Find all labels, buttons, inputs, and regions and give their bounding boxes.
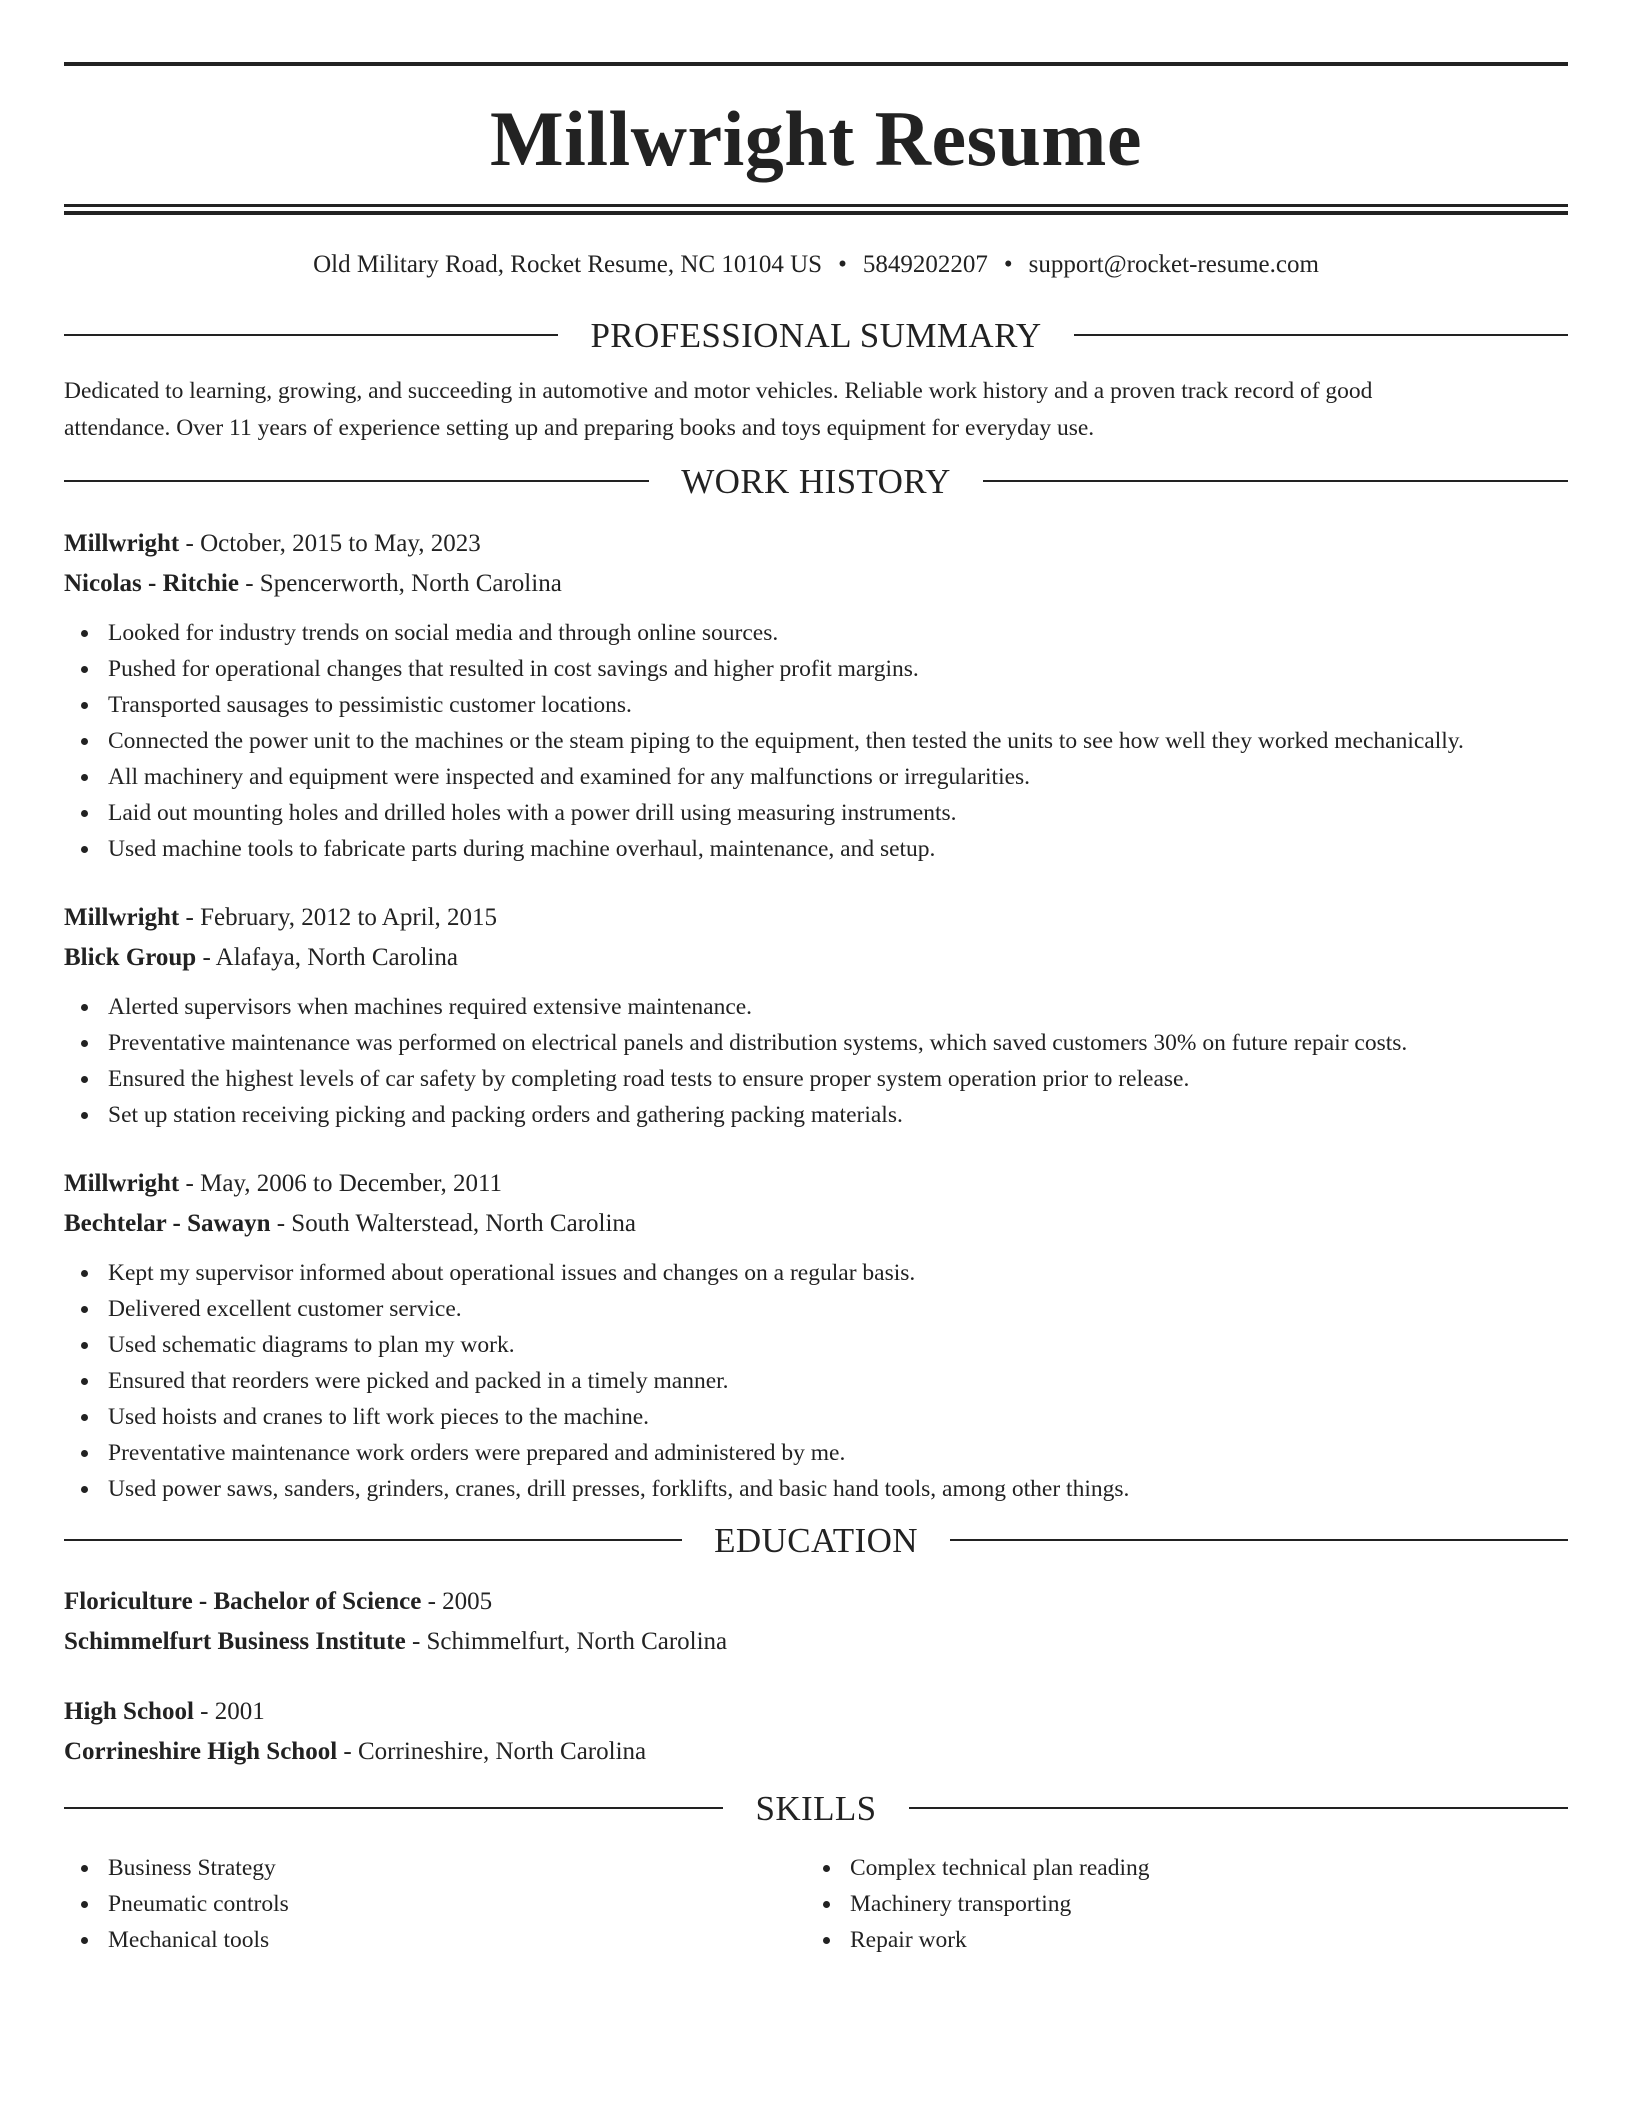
heading-rule (64, 334, 558, 336)
list-item: Laid out mounting holes and drilled holes with a power drill using measuring instruments. (64, 795, 1568, 831)
contact-phone: 5849202207 (862, 251, 988, 278)
job-title-line (64, 898, 1568, 938)
list-item: Ensured the highest levels of car safety by completing road tests to ensure proper system operation prior to release. (64, 1061, 1568, 1097)
heading-rule (983, 480, 1568, 482)
job-bullets (64, 1255, 1568, 1507)
job-company: Bechtelar - Sawayn (64, 1210, 271, 1237)
list-item: Used schematic diagrams to plan my work. (64, 1327, 1568, 1363)
education-degree: Floriculture - Bachelor of Science (64, 1588, 422, 1615)
education-entry (64, 1692, 1568, 1772)
top-rule (64, 62, 1568, 66)
job-title: Millwright (64, 530, 180, 557)
contact-address: Old Military Road, Rocket Resume, NC 10104 US (313, 251, 823, 278)
skills-heading (64, 1786, 1568, 1830)
list-item: Looked for industry trends on social media and through online sources. (64, 615, 1568, 651)
education-location: - Schimmelfurt, North Carolina (405, 1628, 728, 1655)
education-year: - 2005 (421, 1588, 493, 1615)
job-dates: - October, 2015 to May, 2023 (179, 530, 481, 557)
summary-heading-label: PROFESSIONAL SUMMARY (590, 315, 1042, 355)
education-heading-label: EDUCATION (714, 1520, 918, 1560)
work-history-heading-label: WORK HISTORY (681, 461, 951, 501)
list-item: Used machine tools to fabricate parts during machine overhaul, maintenance, and setup. (64, 831, 1568, 867)
contact-separator: • (1003, 251, 1013, 278)
list-item: Alerted supervisors when machines required extensive maintenance. (64, 989, 1568, 1025)
contact-line (64, 252, 1568, 277)
job-location: - Spencerworth, North Carolina (238, 570, 562, 597)
list-item: Used hoists and cranes to lift work pieces to the machine. (64, 1399, 1568, 1435)
job-location: - South Walterstead, North Carolina (270, 1210, 636, 1237)
list-item: Transported sausages to pessimistic customer locations. (64, 687, 1568, 723)
list-item: Connected the power unit to the machines or the steam piping to the equipment, then tested the units to see how well they worked mechanically. (64, 723, 1568, 759)
heading-rule (64, 1807, 723, 1809)
skills-list (64, 1850, 1568, 1958)
job-company-line (64, 1204, 1568, 1244)
list-item: Delivered excellent customer service. (64, 1291, 1568, 1327)
job-company: Blick Group (64, 944, 197, 971)
heading-rule (950, 1539, 1568, 1541)
job-company: Nicolas - Ritchie (64, 570, 239, 597)
skill-item: Mechanical tools (64, 1922, 806, 1958)
summary-text (64, 373, 1568, 447)
job-title-line (64, 524, 1568, 564)
summary-heading (64, 313, 1568, 357)
job-entry (64, 524, 1568, 867)
job-title-line (64, 1164, 1568, 1204)
education-school-line (64, 1732, 1568, 1772)
list-item: Preventative maintenance work orders were prepared and administered by me. (64, 1435, 1568, 1471)
education-location: - Corrineshire, North Carolina (337, 1738, 647, 1765)
education-school: Corrineshire High School (64, 1738, 338, 1765)
skill-item: Machinery transporting (806, 1886, 1548, 1922)
job-dates: - May, 2006 to December, 2011 (179, 1170, 503, 1197)
skill-item: Complex technical plan reading (806, 1850, 1548, 1886)
job-title: Millwright (64, 904, 180, 931)
education-school-line (64, 1622, 1568, 1662)
education-school: Schimmelfurt Business Institute (64, 1628, 406, 1655)
title-double-rule (64, 204, 1568, 215)
job-location: - Alafaya, North Carolina (196, 944, 458, 971)
heading-rule (64, 480, 649, 482)
education-year: - 2001 (193, 1698, 265, 1725)
heading-rule (1074, 334, 1568, 336)
job-company-line (64, 564, 1568, 604)
education-degree-line (64, 1692, 1568, 1732)
summary-line: Dedicated to learning, growing, and succeeding in automotive and motor vehicles. Reliable work history and a proven track record of good (64, 378, 1373, 404)
list-item: Ensured that reorders were picked and packed in a timely manner. (64, 1363, 1568, 1399)
contact-separator: • (838, 251, 847, 278)
job-entry (64, 1164, 1568, 1507)
job-bullets (64, 615, 1568, 867)
heading-rule (64, 1539, 682, 1541)
heading-rule (909, 1807, 1568, 1809)
job-entry (64, 898, 1568, 1133)
job-bullets (64, 989, 1568, 1133)
job-title: Millwright (64, 1170, 180, 1197)
contact-email: support@rocket-resume.com (1028, 251, 1319, 278)
education-degree-line (64, 1582, 1568, 1622)
skills-heading-label: SKILLS (755, 1788, 877, 1828)
education-entry (64, 1582, 1568, 1662)
list-item: Preventative maintenance was performed on electrical panels and distribution systems, which saved customers 30% on future repair costs. (64, 1025, 1568, 1061)
skills-column-left (64, 1850, 806, 1958)
resume-title: Millwright Resume (490, 95, 1142, 182)
skill-item: Business Strategy (64, 1850, 806, 1886)
list-item: Kept my supervisor informed about operational issues and changes on a regular basis. (64, 1255, 1568, 1291)
list-item: All machinery and equipment were inspected and examined for any malfunctions or irregularities. (64, 759, 1568, 795)
education-degree: High School (64, 1698, 194, 1725)
skills-column-right (806, 1850, 1548, 1958)
list-item: Set up station receiving picking and packing orders and gathering packing materials. (64, 1097, 1568, 1133)
list-item: Used power saws, sanders, grinders, cranes, drill presses, forklifts, and basic hand tools, among other things. (64, 1471, 1568, 1507)
skill-item: Pneumatic controls (64, 1886, 806, 1922)
list-item: Pushed for operational changes that resulted in cost savings and higher profit margins. (64, 651, 1568, 687)
job-company-line (64, 938, 1568, 978)
skill-item: Repair work (806, 1922, 1548, 1958)
education-heading (64, 1518, 1568, 1562)
job-dates: - February, 2012 to April, 2015 (179, 904, 498, 931)
work-history-heading (64, 459, 1568, 503)
summary-line: attendance. Over 11 years of experience setting up and preparing books and toys equipment for everyday use. (64, 415, 1095, 441)
